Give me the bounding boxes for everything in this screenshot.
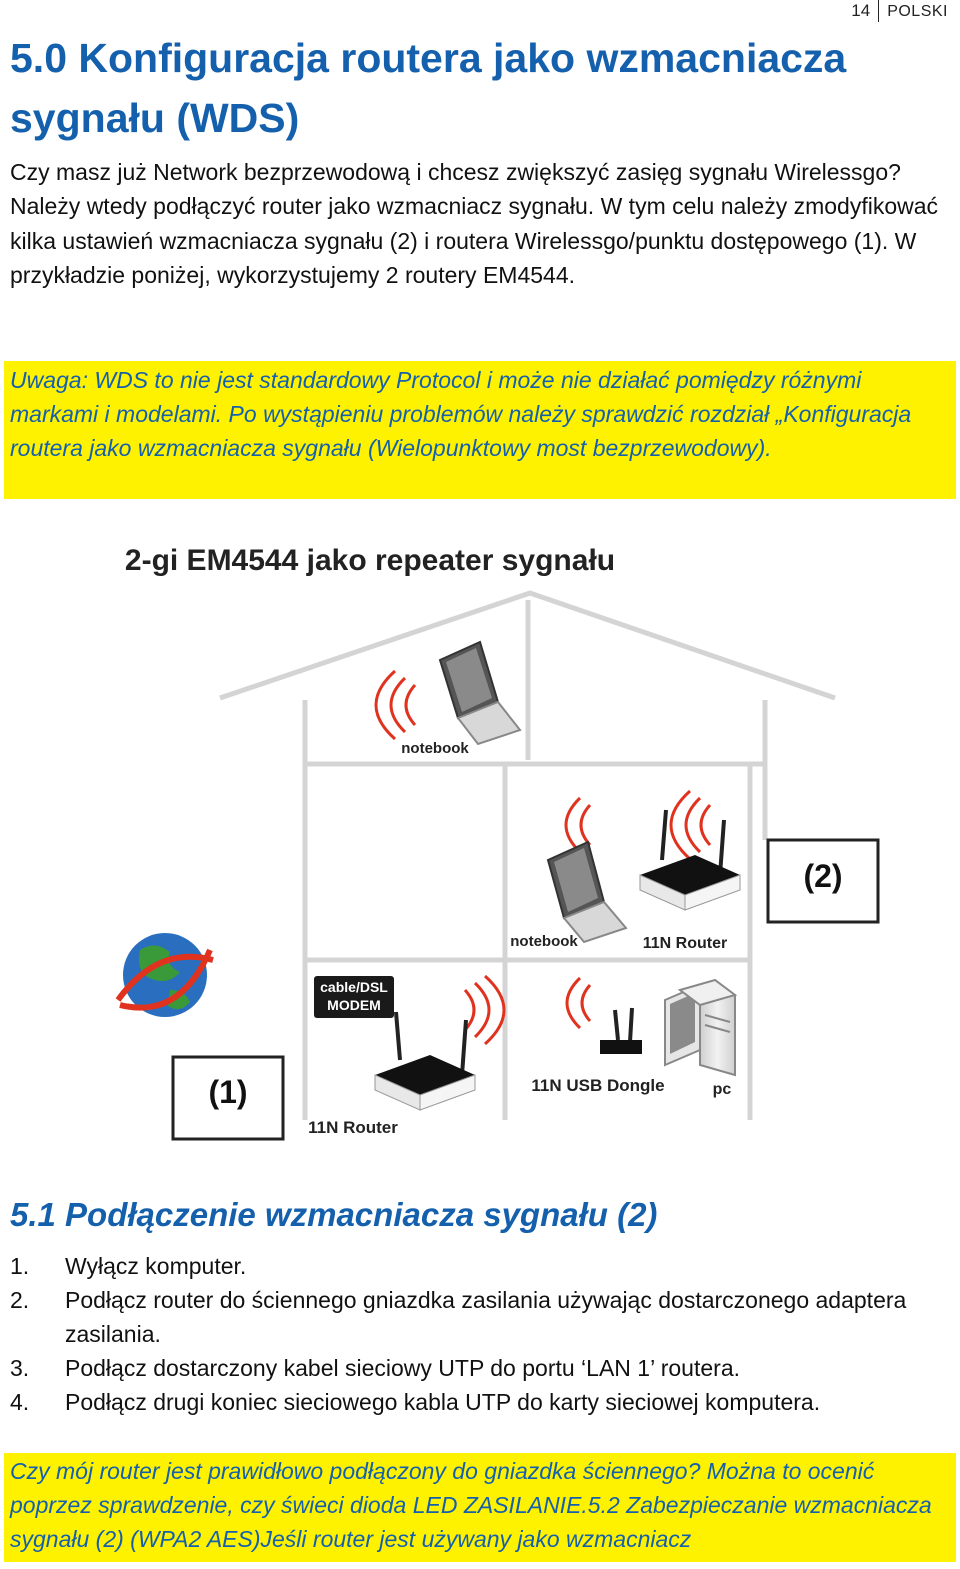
pc-icon bbox=[665, 980, 735, 1075]
router-icon-main bbox=[375, 1012, 475, 1110]
label-router-bottom: 11N Router bbox=[308, 1118, 398, 1137]
label-notebook-middle: notebook bbox=[510, 933, 578, 950]
label-notebook-top: notebook bbox=[401, 740, 469, 757]
notebook-icon-middle bbox=[548, 842, 626, 942]
house-outline bbox=[220, 593, 835, 1120]
tip-note: Czy mój router jest prawidłowo podłączony do gniazdka ściennego? Można to ocenić poprzez sprawdzenie, czy świeci dioda LED ZASILANIE.5.2 Zabezpieczanie wzmacniacza sygnału (2) (WPA2 AES)Jeśli router jest używany jako wzmacniacz bbox=[4, 1453, 956, 1562]
page-number: 14 bbox=[851, 0, 879, 22]
router-icon-repeater bbox=[640, 810, 740, 910]
steps-list bbox=[10, 1249, 940, 1419]
intro-paragraph: Czy masz już Network bezprzewodową i chcesz zwiększyć zasięg sygnału Wirelessgo? Należy wtedy podłączyć router jako wzmacniacz sygnału. W tym celu należy zmodyfikować kilka ustawień wzmacniacza sygnału (2) i routera Wirelessgo/punktu dostępowego (1). W przykładzie poniżej, wykorzystujemy 2 routery EM4544. bbox=[10, 159, 939, 289]
list-item: 4. Podłącz drugi koniec sieciowego kabla UTP do karty sieciowej komputera. bbox=[10, 1389, 821, 1415]
section-title: 5.1 Podłączenie wzmacniacza sygnału (2) bbox=[10, 1196, 658, 1233]
notebook-icon-top bbox=[440, 642, 520, 744]
label-router-middle: 11N Router bbox=[642, 935, 728, 952]
label-repeater-box: (2) bbox=[803, 858, 843, 894]
list-item: 1. Wyłącz komputer. bbox=[10, 1253, 247, 1279]
page-header bbox=[851, 0, 948, 22]
usb-dongle-icon bbox=[600, 1008, 642, 1054]
page-title: 5.0 Konfiguracja routera jako wzmacniacza sygnału (WDS) bbox=[10, 35, 847, 141]
list-item: 3. Podłącz dostarczony kabel sieciowy UTP do portu ‘LAN 1’ routera. bbox=[10, 1355, 740, 1381]
list-item: 2. Podłącz router do ściennego gniazdka zasilania używając dostarczonego adaptera zasilania. bbox=[10, 1287, 907, 1347]
label-usb-dongle: 11N USB Dongle bbox=[531, 1076, 665, 1095]
wifi-waves-icon bbox=[376, 671, 710, 1044]
wds-network-diagram bbox=[110, 530, 890, 1150]
label-router-box: (1) bbox=[208, 1074, 248, 1110]
label-modem-line1: cable/DSL bbox=[320, 979, 388, 995]
globe-icon bbox=[118, 933, 213, 1017]
warning-note: Uwaga: WDS to nie jest standardowy Protocol i może nie działać pomiędzy różnymi markami i modelami. Po wystąpieniu problemów należy sprawdzić rozdział „Konfiguracja routera jako wzmacniacza sygnału (Wielopunktowy most bezprzewodowy). bbox=[4, 361, 956, 499]
label-modem-line2: MODEM bbox=[327, 997, 381, 1013]
label-pc: pc bbox=[712, 1081, 732, 1098]
diagram-title: 2-gi EM4544 jako repeater sygnału bbox=[124, 544, 616, 577]
language-label: POLSKI bbox=[887, 3, 948, 20]
